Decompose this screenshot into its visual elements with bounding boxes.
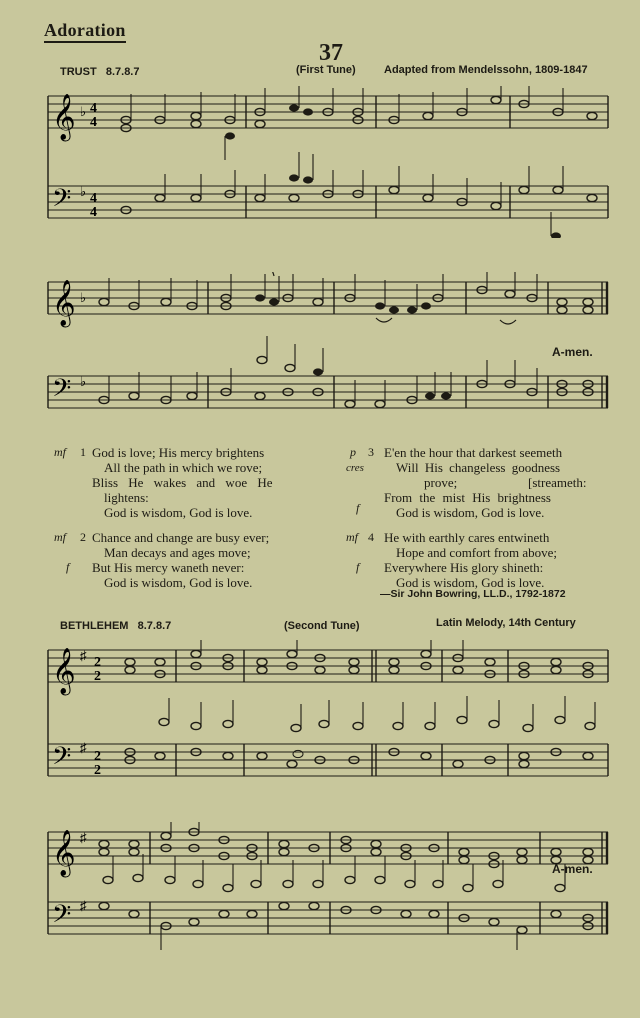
verse-1 (54, 445, 344, 520)
svg-text:4: 4 (90, 205, 97, 220)
tune2-meter: 8.7.8.7 (137, 620, 172, 632)
verse-4-number: 4 (368, 530, 374, 544)
hymn-author: —Sir John Bowring, LL.D., 1792-1872 (380, 588, 566, 600)
verse-1-line-5: God is wisdom, God is love. (104, 505, 253, 520)
verse-4-line-1: He with earthly cares entwineth (384, 530, 550, 545)
verse-2-line-4: God is wisdom, God is love. (104, 575, 253, 590)
verse-3-number: 3 (368, 445, 374, 459)
svg-text:♭: ♭ (80, 104, 87, 119)
verse-2-number: 2 (80, 530, 86, 544)
verse-2-line-2: Man decays and ages move; (104, 545, 251, 560)
verse-2-line-1: Chance and change are busy ever; (92, 530, 270, 545)
tune2-system2-score (0, 822, 640, 952)
svg-text:♯: ♯ (80, 648, 87, 663)
svg-text:𝄢: 𝄢 (52, 742, 72, 777)
tune1-name: TRUST (60, 66, 97, 78)
verse-2 (54, 530, 344, 590)
svg-text:♯: ♯ (80, 740, 87, 755)
svg-text:2: 2 (94, 655, 101, 670)
svg-text:4: 4 (90, 101, 97, 116)
svg-text:4: 4 (90, 191, 97, 206)
verse-3 (346, 445, 636, 520)
svg-text:𝄢: 𝄢 (52, 900, 72, 935)
verse-3-line-4: [streameth: (528, 475, 587, 490)
tune2-source: Latin Melody, 14th Century (436, 617, 576, 629)
verse-1-line-2: All the path in which we rove; (104, 460, 263, 475)
tune1-system2-score (0, 272, 640, 432)
verse-4 (346, 530, 636, 590)
tune2-label: (Second Tune) (284, 620, 360, 632)
verse-2-dynamic: mf (54, 530, 66, 544)
svg-text:𝄞: 𝄞 (52, 830, 76, 876)
verse-1-dynamic: mf (54, 445, 66, 459)
svg-text:𝄞: 𝄞 (52, 94, 76, 140)
tune2-name: BETHLEHEM (60, 620, 129, 632)
svg-text:4: 4 (90, 115, 97, 130)
tune2-system1-score (0, 640, 640, 780)
tune1-source: Adapted from Mendelssohn, 1809-1847 (384, 64, 588, 76)
verse-3-line-6: God is wisdom, God is love. (396, 505, 545, 520)
svg-text:♯: ♯ (80, 898, 87, 913)
verse-3-line-3: prove; (424, 475, 458, 490)
verse-3-dynamic-f: f (356, 501, 360, 515)
tune1-label: (First Tune) (296, 64, 356, 76)
verse-4-dynamic: mf (346, 530, 358, 544)
verse-2-dynamic-f: f (66, 560, 70, 574)
verse-4-line-3: Everywhere His glory shineth: (384, 560, 544, 575)
svg-text:♭: ♭ (80, 290, 87, 305)
verse-4-line-4: God is wisdom, God is love. (396, 575, 545, 590)
verse-3-dynamic: p (350, 445, 356, 459)
svg-text:♭: ♭ (80, 184, 87, 199)
verse-3-cres: cres (346, 462, 364, 474)
verse-3-line-1: E'en the hour that darkest seemeth (384, 445, 563, 460)
svg-text:𝄞: 𝄞 (52, 280, 76, 326)
verse-4-dynamic-f: f (356, 560, 360, 574)
tune1-header (60, 66, 139, 78)
tune1-meter: 8.7.8.7 (105, 66, 140, 78)
verse-4-line-2: Hope and comfort from above; (396, 545, 558, 560)
verse-2-line-3: But His mercy waneth never: (92, 560, 245, 575)
svg-text:𝄢: 𝄢 (52, 184, 72, 219)
section-title: Adoration (44, 20, 126, 43)
svg-text:♯: ♯ (80, 830, 87, 845)
tune2-header (60, 620, 171, 632)
verse-3-line-5: From the mist His brightness (384, 490, 551, 505)
tune1-amen: A-men. (552, 345, 593, 359)
hymn-number: 37 (319, 40, 343, 66)
verse-1-line-4: lightens: (104, 490, 149, 505)
svg-text:𝄞: 𝄞 (52, 648, 76, 694)
svg-text:2: 2 (94, 749, 101, 764)
tune1-system1-score (0, 86, 640, 238)
svg-text:♭: ♭ (80, 374, 87, 389)
verse-3-line-2: Will His changeless goodness (396, 460, 561, 475)
verse-1-line-3: Bliss He wakes and woe He (92, 475, 273, 490)
svg-text:2: 2 (94, 669, 101, 684)
svg-text:𝄢: 𝄢 (52, 374, 72, 409)
svg-text:2: 2 (94, 763, 101, 778)
verse-1-number: 1 (80, 445, 86, 459)
tune2-amen: A-men. (552, 862, 593, 876)
verse-1-line-1: God is love; His mercy brightens (92, 445, 265, 460)
